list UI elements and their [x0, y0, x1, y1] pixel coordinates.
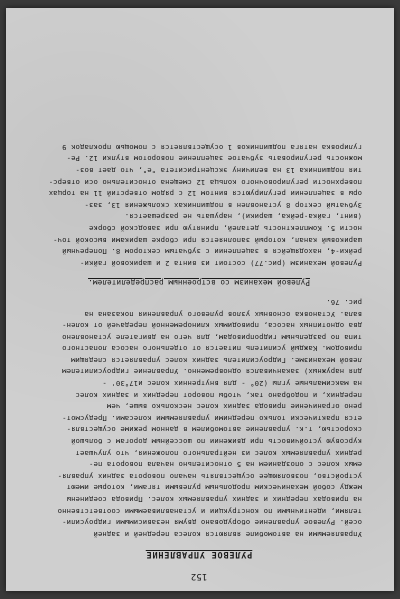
paragraph-2-line: Рулевой механизм (рис.77) состоит из винта 2 и шариковой гайки-	[79, 258, 362, 268]
paragraph-2-line: гулировка натяга подшипников 1 осуществляется с помощью прокладок 9	[62, 142, 362, 152]
paragraph-2-line: шариковый канал, который заполняется при сборке шариками высокой точ-	[53, 235, 362, 245]
paragraph-1-line: между собой механическим продольным рулевыми тягами, которые имеют	[66, 483, 362, 493]
paragraph-1-line: рено ограничение привода задних колес несколько выше, чем	[106, 402, 362, 412]
paragraph-1-line: редних управляемых колес из нейтрального положения, что улучшает	[75, 448, 362, 458]
paragraph-2-line: тия подшипника 13 на величину эксцентриситета "e", что дает воз-	[75, 166, 362, 175]
paragraph-1-line: скоростью, т.к. управление автомобилем в данном режиме осуществля-	[66, 425, 362, 435]
paragraph-1-line: ется практически только передними управляемыми колесами. Предусмот-	[62, 413, 362, 423]
paragraph-1-line: на приводах передних и задних управляемых колес. Привода соединены	[66, 495, 362, 505]
paragraph-2-line: поверхности регулировочного кольца 12 смещена относительно оси отверс-	[48, 177, 362, 187]
paragraph-1-line: два однотипных насоса, приводимых клиноременной передачей от колен-	[62, 321, 362, 331]
paragraph-1-line: вала. Установка основных узлов рулевого управления показана на	[84, 309, 362, 319]
paragraph-2-line: Зубчатый сектор 8 установлен в подшипниках скольжения 13, заз-	[84, 200, 362, 210]
paragraph-1-line: типа по раздельным гидроприводам, для чего на двигателе установлено	[62, 332, 362, 342]
paragraph-1-line: емых колес с опозданием на 5 относительно начала поворота пе-	[88, 460, 362, 470]
paragraph-1-line: приводом. Каждый усилитель питается от отдельного насоса лопастного	[62, 344, 362, 354]
paragraph-1-line: левой механизме. Гидроусилитель задних колес управляется следящим	[70, 355, 362, 365]
paragraph-1-line: на максимальные углы (20° - для внутренних колес и17°30' -	[102, 379, 362, 389]
paragraph-2-line: оры в зацеплении регулируются винтом 12 с рядом отверстий 11 на торцах	[48, 189, 362, 199]
paragraph-1-line: осей. Рулевое управление оборудовано двумя независимыми гидроусили-	[62, 518, 362, 528]
document-page	[6, 8, 394, 591]
paragraph-2-line: рейки-4, находящейся в зацеплении с зубчатым сектором 8. Поперечный	[62, 247, 362, 257]
paragraph-steering-overview	[24, 296, 374, 539]
paragraph-1-line: Управляемыми на автомобиле являются колеса передней и задней	[93, 529, 362, 539]
paragraph-2-line: ности 5. Комплектность деталей, принятую при заводской сборке	[88, 223, 362, 233]
section-heading: РУЛЕВОЕ УПРАВЛЕНИЕ	[145, 549, 253, 560]
page-number: 152	[190, 571, 208, 581]
page-content	[24, 135, 374, 581]
paragraph-1-line: передних, и подобрано так, чтобы поворот передних и задних колес	[75, 390, 362, 400]
paragraph-2-line: (винт, гайка-рейка, шарики), нарушать не разрешается.	[124, 212, 362, 222]
paragraph-1-line: для наружных) заканчивался одновременно. Управление гидроусилителем	[62, 367, 362, 377]
paragraph-2-line: можность регулировать зубчатое зацепление поворотом втулки 12. Ре-	[66, 154, 362, 164]
paragraph-steering-mechanism	[24, 141, 374, 269]
paragraph-1-line: телями, идентичными по конструкции и устанавливаемыми соответственно	[57, 506, 362, 516]
paragraph-1-line: курсовую устойчивость при движении по шоссейным дорогам с большой	[70, 437, 362, 447]
paragraph-1-line: рис. 76.	[326, 297, 362, 307]
paragraph-1-line: устройство, позволяющее осуществлять начало поворота задних управля-	[57, 471, 362, 481]
subsection-heading: Рулевой механизм со встроенным распределителем.	[88, 278, 310, 288]
